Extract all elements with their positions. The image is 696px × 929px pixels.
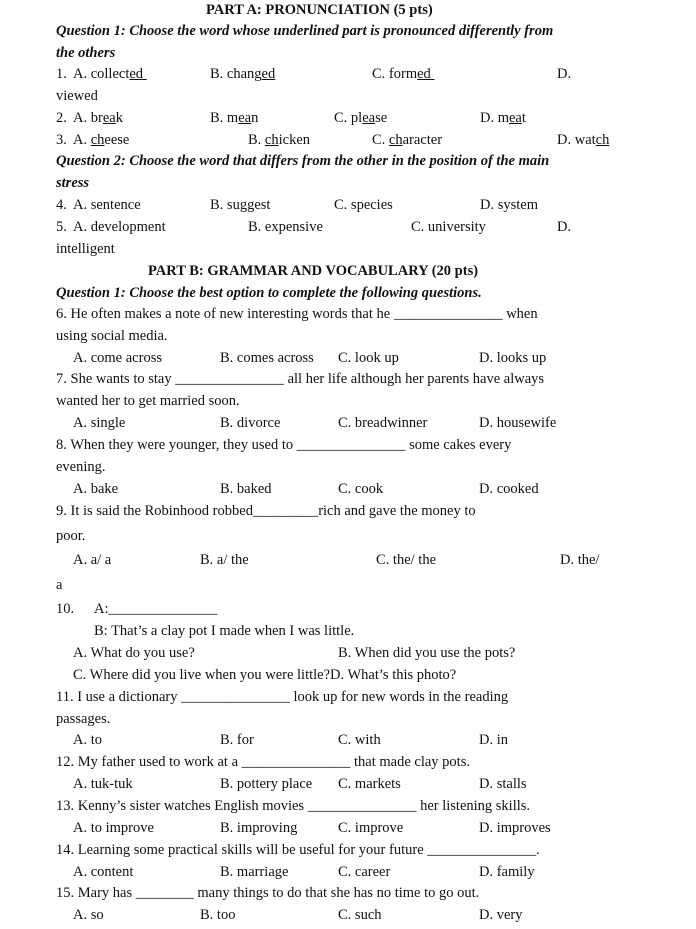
question-13-option-d: D. improves (479, 820, 551, 836)
question-13-stem: 13. Kenny’s sister watches English movies _______________ her listening skills. (56, 798, 531, 814)
item-3-option-a: A. cheese (73, 132, 130, 148)
question-11-option-b: B. for (220, 732, 254, 748)
question-10-line-b: B: That’s a clay pot I made when I was little. (94, 623, 355, 639)
question-12-option-d: D. stalls (479, 776, 527, 792)
question-6-stem-cont: using social media. (56, 328, 168, 344)
question-14-option-b: B. marriage (220, 864, 289, 880)
question-13-option-a: A. to improve (73, 820, 154, 836)
question-11-option-a: A. to (73, 732, 102, 748)
part-a-title: PART A: PRONUNCIATION (5 pts) (206, 2, 433, 18)
question-12-option-c: C. markets (338, 776, 401, 792)
part-a-question-1-heading: Question 1: Choose the word whose underlined part is pronounced differently from (56, 23, 554, 39)
question-10-option-c-d: C. Where did you live when you were little?D. What’s this photo? (73, 667, 457, 683)
item-2-option-b: B. mean (210, 110, 259, 126)
item-4-number: 4. (56, 197, 67, 213)
question-9-option-d-cont: a (56, 577, 63, 593)
item-1-option-d-word: viewed (56, 88, 98, 104)
question-9-option-b: B. a/ the (200, 552, 249, 568)
question-13-option-b: B. improving (220, 820, 298, 836)
question-8-option-a: A. bake (73, 481, 119, 497)
question-11-stem: 11. I use a dictionary _______________ look up for new words in the reading (56, 689, 509, 705)
question-12-option-b: B. pottery place (220, 776, 313, 792)
question-6-option-a: A. come across (73, 350, 162, 366)
item-5-number: 5. (56, 219, 67, 235)
question-9-option-d: D. the/ (560, 552, 600, 568)
item-2-option-d: D. meat (480, 110, 526, 126)
question-15-option-a: A. so (73, 907, 104, 923)
question-6-stem: 6. He often makes a note of new interesting words that he _______________ when (56, 306, 538, 322)
item-3-option-b: B. chicken (248, 132, 311, 148)
item-2-option-a: A. break (73, 110, 123, 126)
question-9-option-a: A. a/ a (73, 552, 112, 568)
item-1-option-d: D. (557, 66, 572, 82)
question-15-stem: 15. Mary has ________ many things to do that she has no time to go out. (56, 885, 480, 901)
question-8-option-b: B. baked (220, 481, 272, 497)
part-a-question-1-heading-cont: the others (56, 45, 116, 61)
question-11-stem-cont: passages. (56, 711, 111, 727)
question-9-option-c: C. the/ the (376, 552, 437, 568)
question-12-option-a: A. tuk-tuk (73, 776, 133, 792)
question-10-option-b: B. When did you use the pots? (338, 645, 516, 661)
question-15-option-c: C. such (338, 907, 382, 923)
part-b-title: PART B: GRAMMAR AND VOCABULARY (20 pts) (148, 263, 479, 279)
part-b-question-1-heading: Question 1: Choose the best option to complete the following questions. (56, 285, 482, 301)
question-14-stem: 14. Learning some practical skills will be useful for your future _______________. (56, 842, 540, 858)
question-8-option-c: C. cook (338, 481, 384, 497)
question-8-stem-cont: evening. (56, 459, 106, 475)
question-11-option-c: C. with (338, 732, 381, 748)
item-1-option-a: A. collected (73, 66, 144, 82)
item-4-option-c: C. species (334, 197, 393, 213)
item-4-option-b: B. suggest (210, 197, 271, 213)
question-10-number: 10. (56, 601, 75, 617)
question-7-option-a: A. single (73, 415, 126, 431)
item-5-option-d-word: intelligent (56, 241, 115, 257)
question-14-option-a: A. content (73, 864, 134, 880)
part-a-question-2-heading-cont: stress (56, 175, 90, 191)
question-7-stem-cont: wanted her to get married soon. (56, 393, 240, 409)
question-6-option-b: B. comes across (220, 350, 314, 366)
question-9-stem: 9. It is said the Robinhood robbed_________rich and gave the money to (56, 503, 476, 519)
item-2-option-c: C. please (334, 110, 388, 126)
question-8-stem: 8. When they were younger, they used to _______________ some cakes every (56, 437, 512, 453)
item-5-option-b: B. expensive (248, 219, 323, 235)
question-14-option-c: C. career (338, 864, 391, 880)
item-3-option-c: C. character (372, 132, 443, 148)
item-1-option-c: C. formed (372, 66, 431, 82)
item-2-number: 2. (56, 110, 67, 126)
question-7-option-d: D. housewife (479, 415, 557, 431)
item-1-number: 1. (56, 66, 67, 82)
item-5-option-c: C. university (411, 219, 486, 235)
question-15-option-b: B. too (200, 907, 236, 923)
question-15-option-d: D. very (479, 907, 523, 923)
question-14-option-d: D. family (479, 864, 535, 880)
part-a-question-2-heading: Question 2: Choose the word that differs from the other in the position of the main (56, 153, 550, 169)
item-3-number: 3. (56, 132, 67, 148)
item-1-option-b: B. changed (210, 66, 276, 82)
item-4-option-a: A. sentence (73, 197, 141, 213)
question-9-stem-cont: poor. (56, 528, 86, 544)
question-13-option-c: C. improve (338, 820, 404, 836)
item-5-option-a: A. development (73, 219, 166, 235)
question-6-option-d: D. looks up (479, 350, 547, 366)
question-7-option-c: C. breadwinner (338, 415, 428, 431)
question-10-line-a: A:_______________ (94, 601, 218, 617)
item-5-option-d: D. (557, 219, 572, 235)
question-7-option-b: B. divorce (220, 415, 281, 431)
question-8-option-d: D. cooked (479, 481, 539, 497)
question-6-option-c: C. look up (338, 350, 399, 366)
question-10-option-a: A. What do you use? (73, 645, 195, 661)
question-12-stem: 12. My father used to work at a _______________ that made clay pots. (56, 754, 470, 770)
item-3-option-d: D. watch (557, 132, 610, 148)
question-11-option-d: D. in (479, 732, 508, 748)
item-4-option-d: D. system (480, 197, 538, 213)
question-7-stem: 7. She wants to stay _______________ all her life although her parents have always (56, 371, 545, 387)
